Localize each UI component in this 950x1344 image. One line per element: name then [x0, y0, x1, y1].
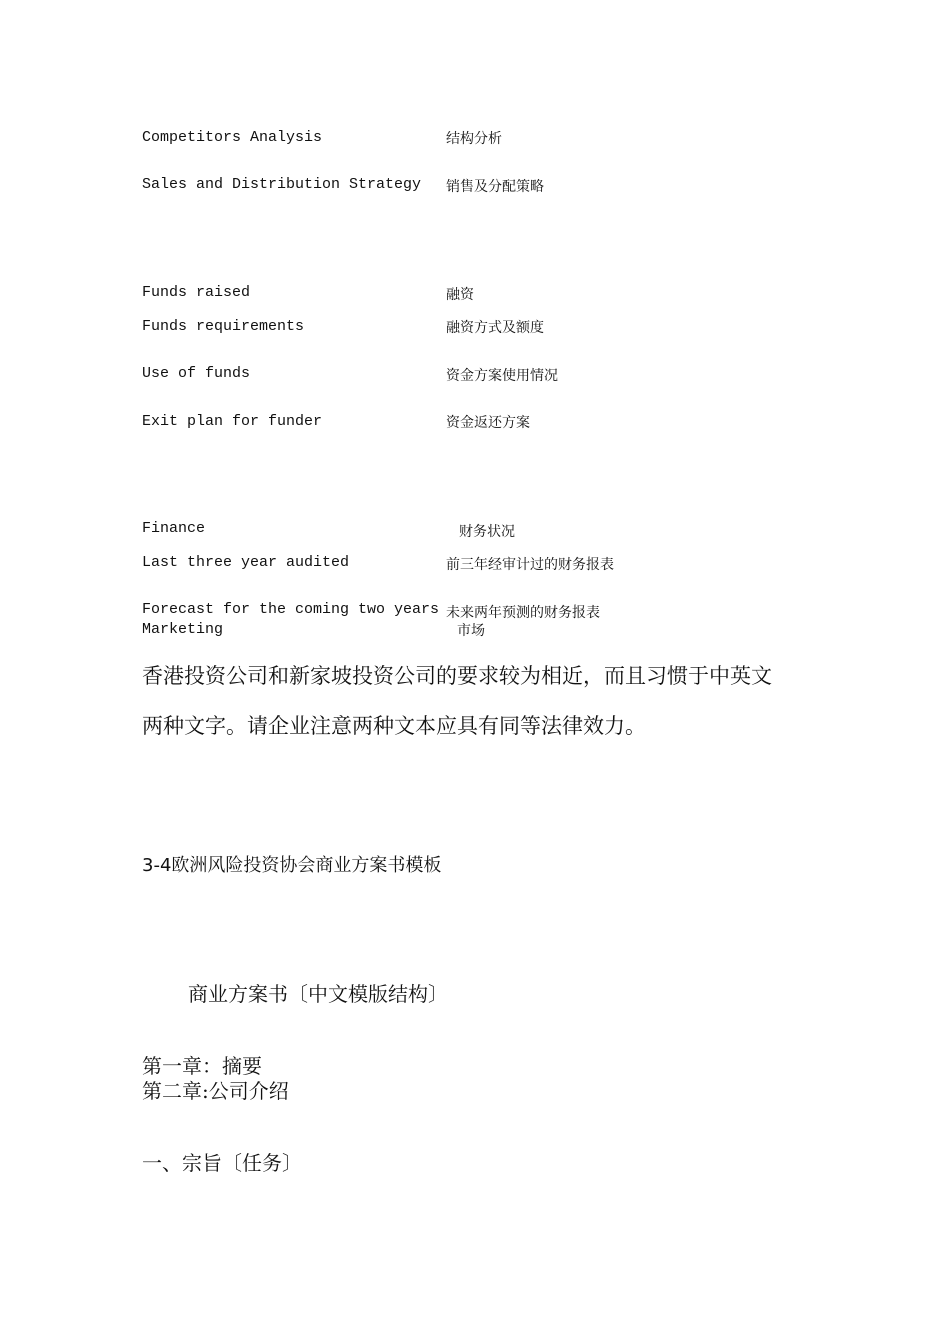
paragraph-line-1: 香港投资公司和新家坡投资公司的要求较为相近，而且习惯于中英文: [142, 664, 772, 688]
row-zh-marketing: 市场: [457, 623, 485, 639]
row-zh-last-three-year: 前三年经审计过的财务报表: [446, 557, 614, 573]
row-zh-finance: 财务状况: [459, 524, 515, 540]
row-zh-funds-requirements: 融资方式及额度: [446, 320, 544, 336]
row-en-last-three-year: Last three year audited: [142, 554, 350, 571]
section-title: 欧洲风险投资协会商业方案书模板: [171, 855, 442, 876]
row-zh-funds-raised: 融资: [446, 287, 474, 303]
row-en-exit-plan: Exit plan for funder: [142, 413, 323, 430]
row-en-finance: Finance: [142, 520, 206, 537]
row-en-funds-raised: Funds raised: [142, 284, 251, 301]
row-zh-use-of-funds: 资金方案使用情况: [446, 368, 558, 384]
row-en-funds-requirements: Funds requirements: [142, 318, 305, 335]
row-zh-sales-distribution: 销售及分配策略: [446, 179, 544, 195]
paragraph-line-2: 两种文字。请企业注意两种文本应具有同等法律效力。: [142, 714, 646, 738]
row-en-sales-distribution: Sales and Distribution Strategy: [142, 176, 422, 193]
row-en-forecast: Forecast for the coming two years: [142, 601, 440, 618]
row-en-competitors-analysis: Competitors Analysis: [142, 129, 323, 146]
subheading-purpose: 一、宗旨〔任务〕: [142, 1151, 302, 1175]
row-zh-competitors-analysis: 结构分析: [446, 131, 502, 147]
row-zh-exit-plan: 资金返还方案: [446, 415, 530, 431]
row-en-marketing: Marketing: [142, 621, 224, 638]
document-title: 商业方案书〔中文模版结构〕: [188, 982, 448, 1006]
chapter-2: 第二章:公司介绍: [142, 1079, 289, 1103]
row-zh-forecast: 未来两年预测的财务报表: [446, 605, 600, 621]
section-number: 3-4: [142, 855, 172, 876]
section-heading: [142, 851, 441, 877]
row-en-use-of-funds: Use of funds: [142, 365, 251, 382]
chapter-1: 第一章：摘要: [142, 1054, 262, 1078]
